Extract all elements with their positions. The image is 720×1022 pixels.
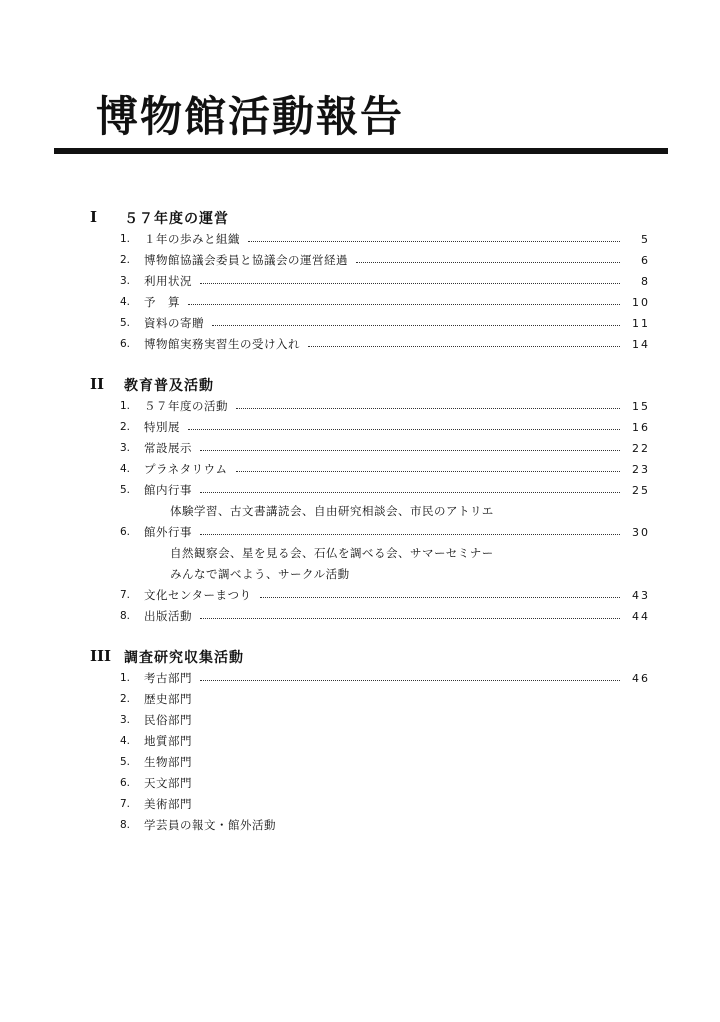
section-number: III bbox=[90, 647, 112, 665]
page-title: 博物館活動報告 bbox=[96, 92, 405, 141]
entry-page: 5 bbox=[641, 233, 650, 246]
section-heading bbox=[0, 647, 720, 669]
toc-entry[interactable] bbox=[120, 292, 650, 313]
entry-page: 15 bbox=[632, 400, 650, 413]
entry-number: 5. bbox=[120, 317, 131, 329]
entry-page: 10 bbox=[632, 296, 650, 309]
entry-label: 文化センターまつり bbox=[144, 588, 252, 602]
leader-dots bbox=[188, 304, 620, 305]
toc-entry[interactable] bbox=[120, 815, 650, 836]
entry-label: 出版活動 bbox=[144, 609, 192, 623]
entry-number: 5. bbox=[120, 484, 131, 496]
entry-page: 22 bbox=[632, 442, 650, 455]
toc-entry[interactable] bbox=[120, 396, 650, 417]
toc-entry[interactable] bbox=[120, 417, 650, 438]
entry-number: 1. bbox=[120, 672, 131, 684]
entry-number: 1. bbox=[120, 233, 131, 245]
entry-page: 46 bbox=[632, 672, 650, 685]
entry-label: 博物館実務実習生の受け入れ bbox=[144, 337, 300, 351]
entry-label: 予 算 bbox=[144, 295, 180, 309]
entry-number: 6. bbox=[120, 526, 131, 538]
leader-dots bbox=[200, 680, 620, 681]
entry-page: 23 bbox=[632, 463, 650, 476]
entry-number: 2. bbox=[120, 693, 131, 705]
toc-entry[interactable] bbox=[120, 334, 650, 355]
entry-page: 16 bbox=[632, 421, 650, 434]
entry-page: 25 bbox=[632, 484, 650, 497]
toc-entry[interactable] bbox=[120, 459, 650, 480]
toc-entry[interactable] bbox=[120, 480, 650, 501]
entry-number: 2. bbox=[120, 421, 131, 433]
toc-entry[interactable] bbox=[120, 710, 650, 731]
toc-entry[interactable] bbox=[120, 271, 650, 292]
toc-entry[interactable] bbox=[120, 313, 650, 334]
entry-page: 30 bbox=[632, 526, 650, 539]
toc-entry[interactable] bbox=[120, 250, 650, 271]
entry-label: １年の歩みと組織 bbox=[144, 232, 240, 246]
entry-label: 特別展 bbox=[144, 420, 180, 434]
entry-label: 学芸員の報文・館外活動 bbox=[144, 818, 276, 832]
entry-label: 利用状況 bbox=[144, 274, 192, 288]
toc-entry[interactable] bbox=[120, 229, 650, 250]
leader-dots bbox=[248, 241, 620, 242]
entry-number: 3. bbox=[120, 442, 131, 454]
toc-entry[interactable] bbox=[120, 668, 650, 689]
leader-dots bbox=[212, 325, 620, 326]
entry-number: 4. bbox=[120, 296, 131, 308]
toc-entry[interactable] bbox=[120, 689, 650, 710]
leader-dots bbox=[236, 471, 620, 472]
toc-entry[interactable] bbox=[120, 773, 650, 794]
leader-dots bbox=[200, 450, 620, 451]
entry-subtopics: 自然観察会、星を見る会、石仏を調べる会、サマーセミナー bbox=[170, 546, 494, 560]
entry-page: 8 bbox=[641, 275, 650, 288]
entry-number: 5. bbox=[120, 756, 131, 768]
section-title: 教育普及活動 bbox=[124, 378, 214, 394]
entry-label: ５７年度の活動 bbox=[144, 399, 228, 413]
section-heading bbox=[0, 375, 720, 397]
section-heading bbox=[0, 208, 720, 230]
leader-dots bbox=[200, 534, 620, 535]
entry-number: 6. bbox=[120, 777, 131, 789]
title-rule bbox=[54, 148, 668, 154]
entry-label: 博物館協議会委員と協議会の運営経過 bbox=[144, 253, 348, 267]
entry-label: 館外行事 bbox=[144, 525, 192, 539]
entry-label: 歴史部門 bbox=[144, 692, 192, 706]
entry-label: 資料の寄贈 bbox=[144, 316, 204, 330]
entry-number: 7. bbox=[120, 589, 131, 601]
entry-number: 6. bbox=[120, 338, 131, 350]
section-title: ５７年度の運営 bbox=[124, 211, 229, 227]
entry-number: 3. bbox=[120, 275, 131, 287]
leader-dots bbox=[188, 429, 620, 430]
entry-label: 生物部門 bbox=[144, 755, 192, 769]
entry-number: 4. bbox=[120, 735, 131, 747]
toc-entry[interactable] bbox=[120, 585, 650, 606]
section-title: 調査研究収集活動 bbox=[124, 650, 244, 666]
leader-dots bbox=[200, 618, 620, 619]
section-number: I bbox=[90, 208, 98, 226]
toc-entry[interactable] bbox=[120, 606, 650, 627]
entry-label: プラネタリウム bbox=[144, 462, 228, 476]
entry-number: 8. bbox=[120, 610, 131, 622]
toc-entry[interactable] bbox=[120, 752, 650, 773]
entry-page: 6 bbox=[641, 254, 650, 267]
leader-dots bbox=[308, 346, 620, 347]
entry-page: 44 bbox=[632, 610, 650, 623]
entry-label: 考古部門 bbox=[144, 671, 192, 685]
toc-entry[interactable] bbox=[120, 731, 650, 752]
entry-label: 天文部門 bbox=[144, 776, 192, 790]
section-number: II bbox=[90, 375, 105, 393]
entry-number: 7. bbox=[120, 798, 131, 810]
entry-label: 館内行事 bbox=[144, 483, 192, 497]
entry-page: 14 bbox=[632, 338, 650, 351]
entry-page: 11 bbox=[632, 317, 650, 330]
leader-dots bbox=[260, 597, 620, 598]
entry-label: 地質部門 bbox=[144, 734, 192, 748]
entry-number: 2. bbox=[120, 254, 131, 266]
entry-subtopics: みんなで調べよう、サークル活動 bbox=[170, 567, 350, 581]
entry-page: 43 bbox=[632, 589, 650, 602]
leader-dots bbox=[236, 408, 620, 409]
entry-number: 4. bbox=[120, 463, 131, 475]
entry-number: 8. bbox=[120, 819, 131, 831]
entry-label: 常設展示 bbox=[144, 441, 192, 455]
toc-entry[interactable] bbox=[120, 438, 650, 459]
entry-number: 3. bbox=[120, 714, 131, 726]
entry-subtopics: 体験学習、古文書講読会、自由研究相談会、市民のアトリエ bbox=[170, 504, 494, 518]
entry-number: 1. bbox=[120, 400, 131, 412]
toc-entry[interactable] bbox=[120, 522, 650, 543]
leader-dots bbox=[200, 283, 620, 284]
toc-entry[interactable] bbox=[120, 794, 650, 815]
entry-label: 美術部門 bbox=[144, 797, 192, 811]
leader-dots bbox=[356, 262, 620, 263]
entry-label: 民俗部門 bbox=[144, 713, 192, 727]
leader-dots bbox=[200, 492, 620, 493]
